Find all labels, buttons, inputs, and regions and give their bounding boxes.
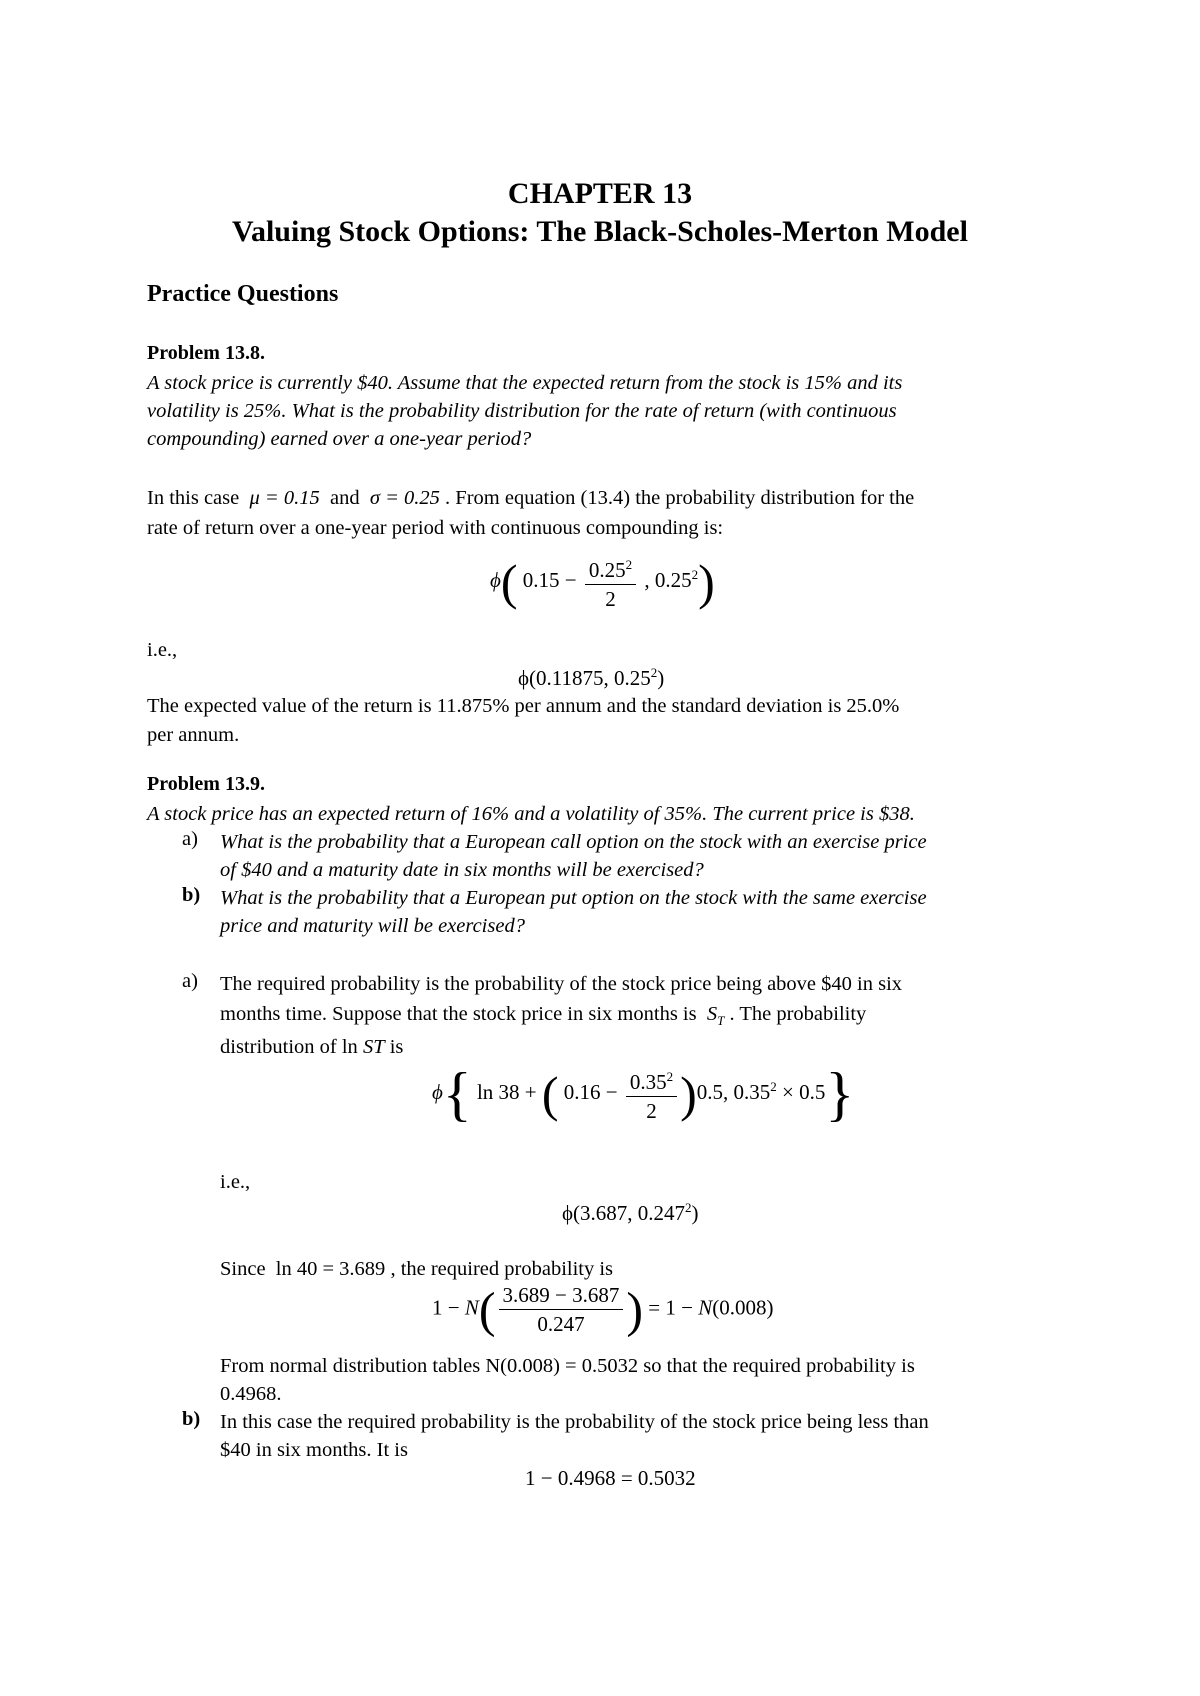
stock-price-symbol: ST: [362, 1036, 385, 1058]
formula-term: (0.008): [712, 1295, 774, 1320]
phi-symbol: ϕ: [432, 1079, 443, 1104]
formula-term: ): [691, 1201, 699, 1225]
ie-label: i.e.,: [220, 1171, 251, 1193]
problem-13-8-question-line: compounding) earned over a one-year period?: [147, 428, 532, 450]
paren-right: ): [626, 1281, 644, 1338]
formula-term: 0.15 −: [522, 567, 577, 592]
formula-term: ): [657, 666, 665, 690]
answer-a-line: [220, 1033, 403, 1061]
formula-term: 0.5, 0.35: [696, 1079, 771, 1104]
answer-b-line: In this case the required probability is the probability of the stock price being less than: [220, 1411, 929, 1433]
question-b-line: What is the probability that a European put option on the stock with the same exercise: [220, 887, 927, 909]
brace-left: {: [442, 1061, 472, 1127]
formula-term: 1 −: [432, 1295, 460, 1320]
answer-a-line: [220, 1255, 613, 1283]
fraction-numerator: 0.25: [588, 558, 626, 582]
fraction: [499, 1282, 624, 1337]
sigma-value: σ = 0.25: [369, 487, 440, 509]
normal-cdf-symbol: N: [698, 1295, 713, 1320]
question-b-line: price and maturity will be exercised?: [220, 915, 525, 937]
formula-term: ϕ(0.11875, 0.25: [518, 666, 651, 690]
answer-text: is: [389, 1036, 404, 1058]
paren-left: (: [500, 554, 518, 610]
question-a-line: of $40 and a maturity date in six months will be exercised?: [220, 859, 704, 881]
chapter-title: Valuing Stock Options: The Black-Scholes-Merton Model: [232, 215, 968, 248]
formula-distribution-2: ϕ(0.11875, 0.25$^2$): [518, 665, 665, 690]
formula-put-probability: 1 − 0.4968 = 0.5032: [525, 1466, 696, 1490]
question-label-b: b): [182, 884, 201, 906]
answer-text: In this case: [147, 487, 240, 509]
ie-label: i.e.,: [147, 639, 178, 661]
formula-term: × 0.5: [782, 1079, 826, 1104]
formula-term: , 0.25: [644, 567, 692, 592]
subscript: T: [717, 1013, 725, 1029]
formula-term: ϕ(3.687, 0.247: [562, 1201, 686, 1225]
problem-13-9-heading: Problem 13.9.: [147, 773, 265, 795]
problem-13-8-answer-line: per annum.: [147, 724, 240, 746]
formula-probability: [432, 1282, 773, 1337]
paren-right: ): [680, 1066, 697, 1122]
fraction-denominator: 2: [605, 587, 616, 611]
formula-term: ln 38 +: [476, 1079, 537, 1104]
answer-text: and: [329, 487, 360, 509]
formula-term: 0.16 −: [563, 1079, 618, 1104]
problem-13-8-answer-line: rate of return over a one-year period with continuous compounding is:: [147, 517, 724, 539]
section-title: Practice Questions: [147, 281, 339, 307]
stock-price-symbol: S: [706, 1003, 718, 1025]
answer-text: months time. Suppose that the stock price in six months is: [220, 1003, 697, 1025]
chapter-label: CHAPTER 13: [507, 177, 693, 210]
fraction: $\frac{0.35^2}{2}$: [626, 1064, 677, 1124]
answer-a-line: 0.4968.: [220, 1383, 282, 1405]
ln-40-value: ln 40 = 3.689: [275, 1258, 386, 1280]
fraction-denominator: 0.247: [537, 1312, 585, 1336]
answer-text: . From equation (13.4) the probability distribution for the: [445, 487, 915, 509]
question-label-a: a): [182, 828, 198, 850]
fraction-numerator: 0.35: [629, 1070, 667, 1094]
brace-right: }: [825, 1061, 855, 1127]
answer-text: , the required probability is: [390, 1258, 614, 1280]
formula-term: = 1 −: [648, 1295, 693, 1320]
normal-cdf-symbol: N: [464, 1295, 479, 1320]
problem-13-8-question-line: volatility is 25%. What is the probability distribution for the rate of return (with continuous: [147, 400, 897, 422]
formula-distribution-1: ϕ( 0.15 − $\frac{0.25^2}{2}$ , 0.25$^2$): [490, 554, 715, 611]
question-a-line: What is the probability that a European call option on the stock with an exercise price: [220, 831, 927, 853]
answer-label-a: a): [182, 970, 198, 992]
formula-ln-distribution: ϕ{ ln 38 + ( 0.16 − $\frac{0.35^2}{2}$ )0.5, 0.35$^2$ × 0.5}: [432, 1061, 855, 1127]
mu-value: μ = 0.15: [249, 487, 320, 509]
answer-text: distribution of ln: [220, 1036, 358, 1058]
formula-ln-distribution-simplified: ϕ(3.687, 0.247$^2$): [562, 1200, 699, 1225]
answer-a-line: The required probability is the probability of the stock price being above $40 in six: [220, 973, 903, 995]
problem-13-8-heading: Problem 13.8.: [147, 342, 265, 364]
answer-text: . The probability: [729, 1003, 867, 1025]
fraction-denominator: 2: [646, 1099, 657, 1123]
problem-13-8-question-line: A stock price is currently $40. Assume that the expected return from the stock is 15% and its: [147, 372, 903, 394]
answer-text: Since: [220, 1258, 266, 1280]
problem-13-9-question-line: A stock price has an expected return of 16% and a volatility of 35%. The current price is $38.: [147, 803, 915, 825]
paren-left: (: [478, 1281, 496, 1338]
phi-symbol: ϕ: [490, 567, 501, 592]
problem-13-8-answer-line: [147, 484, 914, 512]
paren-left: (: [541, 1066, 559, 1122]
answer-b-line: $40 in six months. It is: [220, 1439, 408, 1461]
answer-a-line: [220, 1000, 866, 1035]
fraction: $\frac{0.25^2}{2}$: [585, 552, 636, 612]
answer-label-b: b): [182, 1408, 201, 1430]
fraction-numerator: 3.689 − 3.687: [499, 1282, 624, 1310]
problem-13-8-answer-line: The expected value of the return is 11.875% per annum and the standard deviation is 25.0%: [147, 695, 900, 717]
answer-a-line: From normal distribution tables N(0.008) = 0.5032 so that the required probability is: [220, 1355, 915, 1377]
paren-right: ): [698, 554, 715, 610]
